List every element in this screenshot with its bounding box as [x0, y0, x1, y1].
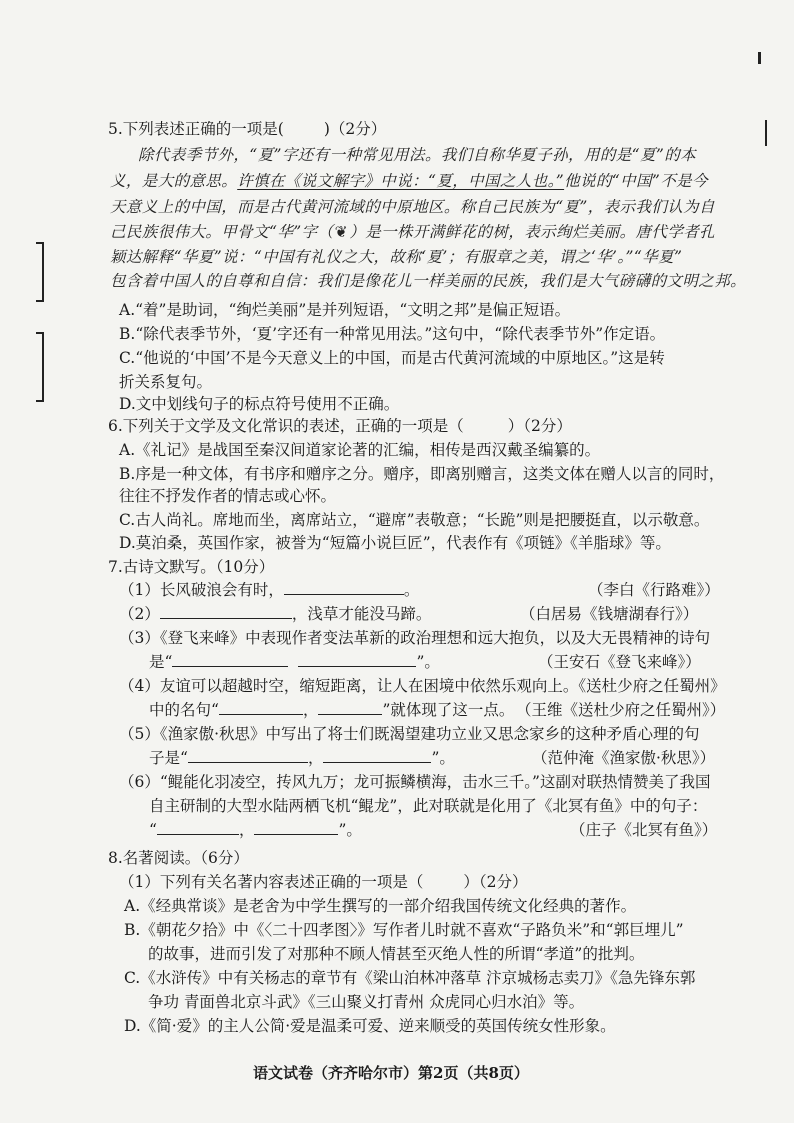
q6-option-d: D.莫泊桑，英国作家，被誉为“短篇小说巨匠”，代表作有《项链》《羊脂球》等。	[119, 534, 671, 552]
q8-title: 8.名著阅读。（6分）	[108, 849, 249, 867]
underlined-sentence: 许慎在《说文解字》中说：“夏，中国之人也。”	[237, 172, 565, 190]
q7-item-1: （1）长风破浪会有时， 。	[119, 581, 420, 599]
q7-item-3-source: （王安石《登飞来峰》）	[538, 653, 701, 671]
answer-blank[interactable]	[160, 604, 292, 619]
q8-sub-stem: （1）下列有关名著内容表述正确的一项是（ ）（2分）	[119, 873, 528, 891]
q7-item-2: （2） ，浅草才能没马蹄。	[119, 605, 432, 623]
q8-option-d: D.《简·爱》的主人公简·爱是温柔可爱、逆来顺受的英国传统女性形象。	[124, 1017, 616, 1035]
q5-passage-line-4: 己民族很伟大。甲骨文“华”字（❦）是一株开满鲜花的树，表示绚烂美丽。唐代学者孔	[110, 223, 716, 241]
answer-blank[interactable]	[298, 652, 416, 667]
q7-item-5-cont: 子是“ ， ”。	[149, 749, 455, 767]
q5-passage-line-6: 包含着中国人的自尊和自信：我们是像花儿一样美丽的民族，我们是大气磅礴的文明之邦。	[110, 272, 747, 290]
q7-item-4: （4）友谊可以超越时空，缩短距离，让人在困境中依然乐观向上。《送杜少府之任蜀州》	[119, 677, 726, 695]
q6-stem: 6.下列关于文学及文化常识的表述，正确的一项是（ ）（2分）	[108, 417, 572, 435]
q5-passage-line-1: 除代表季节外，“夏”字还有一种常见用法。我们自称华夏子孙，用的是“夏”的本	[138, 146, 696, 164]
q7-item-6-cont2: “ ， ”。	[149, 821, 362, 839]
q7-item-4-source: （王维《送杜少府之任蜀州》）	[516, 701, 726, 719]
answer-blank[interactable]	[188, 748, 308, 763]
answer-blank[interactable]	[172, 652, 288, 667]
q6-option-c: C.古人尚礼。席地而坐，离席站立，“避席”表敬意；“长跪”则是把腰挺直，以示敬意。	[119, 511, 710, 529]
q7-item-6-source: （庄子《北冥有鱼》）	[570, 821, 718, 839]
q5-passage-line-2: 义，是大的意思。许慎在《说文解字》中说：“夏，中国之人也。”他说的“中国”不是今	[110, 172, 708, 190]
q8-option-a: A.《经典常谈》是老舍为中学生撰写的一部介绍我国传统文化经典的著作。	[124, 897, 637, 915]
margin-bracket-2	[36, 332, 44, 402]
q5-passage-line-3: 天意义上的中国，而是古代黄河流域的中原地区。称自己民族为“夏”，表示我们认为自	[110, 198, 715, 216]
q6-option-b: B.序是一种文体，有书序和赠序之分。赠序，即离别赠言，这类文体在赠人以言的同时，	[119, 465, 725, 483]
answer-blank[interactable]	[219, 700, 303, 715]
q7-item-2-source: （白居易《钱塘湖春行》）	[520, 605, 699, 623]
answer-blank[interactable]	[157, 820, 239, 835]
q8-option-c-cont: 争功 青面兽北京斗武》《三山聚义打青州 众虎同心归水泊》等。	[148, 993, 585, 1011]
answer-blank[interactable]	[254, 820, 338, 835]
q7-item-5: （5）《渔家傲·秋思》中写出了将士们既渴望建功立业又思念家乡的这种矛盾心理的句	[119, 725, 700, 743]
margin-bracket-1	[36, 242, 44, 302]
oracle-bone-glyph-icon: ❦	[334, 223, 349, 241]
q5-passage-line-5: 颖达解释“华夏”说：“中国有礼仪之大，故称‘夏’；有服章之美，谓之‘华’。”“华夏”	[110, 248, 683, 266]
q8-option-b: B.《朝花夕拾》中《〈二十四孝图〉》写作者儿时就不喜欢“子路负米”和“郭巨埋儿”	[124, 921, 684, 939]
q7-item-1-source: （李白《行路难》）	[588, 581, 720, 599]
q7-item-4-cont: 中的名句“ ， ”就体现了这一点。	[149, 701, 515, 719]
passage-text: 义，是大的意思。	[110, 172, 238, 190]
q5-stem: 5.下列表述正确的一项是( )（2分）	[108, 120, 387, 138]
answer-blank[interactable]	[323, 748, 431, 763]
q5-option-a: A.“着”是助词，“绚烂美丽”是并列短语，“文明之邦”是偏正短语。	[119, 301, 571, 319]
q6-option-a: A.《礼记》是战国至秦汉间道家论著的汇编，相传是西汉戴圣编纂的。	[119, 441, 601, 459]
q5-option-b: B.“除代表季节外，‘夏’字还有一种常见用法。”这句中，“除代表季节外”作定语。	[119, 325, 666, 343]
q8-option-c: C.《水浒传》中有关杨志的章节有《梁山泊林冲落草 汴京城杨志卖刀》《急先锋东郭	[124, 969, 696, 987]
q5-option-d: D.文中划线句子的标点符号使用不正确。	[119, 395, 400, 413]
q7-title: 7.古诗文默写。（10分）	[108, 558, 275, 576]
q7-item-3-cont: 是“ ”。	[149, 653, 440, 671]
q7-item-6-cont: 自主研制的大型水陆两栖飞机“鲲龙”，此对联就是化用了《北冥有鱼》中的句子：	[149, 797, 708, 815]
q8-option-b-cont: 的故事，进而引发了对那种不顾人情甚至灭绝人性的所谓“孝道”的批判。	[148, 945, 645, 963]
q7-item-5-source: （范仲淹《渔家傲·秋思》）	[532, 749, 716, 767]
answer-blank[interactable]	[284, 580, 404, 595]
page-footer: 语文试卷（齐齐哈尔市）第2页（共8页）	[253, 1064, 529, 1082]
corner-mark	[758, 52, 761, 64]
q5-option-c: C.“他说的‘中国’不是今天意义上的中国，而是古代黄河流域的中原地区。”这是转	[119, 349, 665, 367]
q6-option-b-cont: 往往不抒发作者的情志或心怀。	[119, 487, 337, 505]
q7-item-6: （6）“鲲能化羽凌空，抟风九万；龙可振鳞横海，击水三千。”这副对联热情赞美了我国	[119, 773, 711, 791]
q7-item-3: （3）《登飞来峰》中表现作者变法革新的政治理想和远大抱负，以及大无畏精神的诗句	[119, 629, 711, 647]
q5-option-c-cont: 折关系复句。	[119, 373, 213, 391]
margin-mark	[765, 120, 767, 146]
answer-blank[interactable]	[318, 700, 382, 715]
